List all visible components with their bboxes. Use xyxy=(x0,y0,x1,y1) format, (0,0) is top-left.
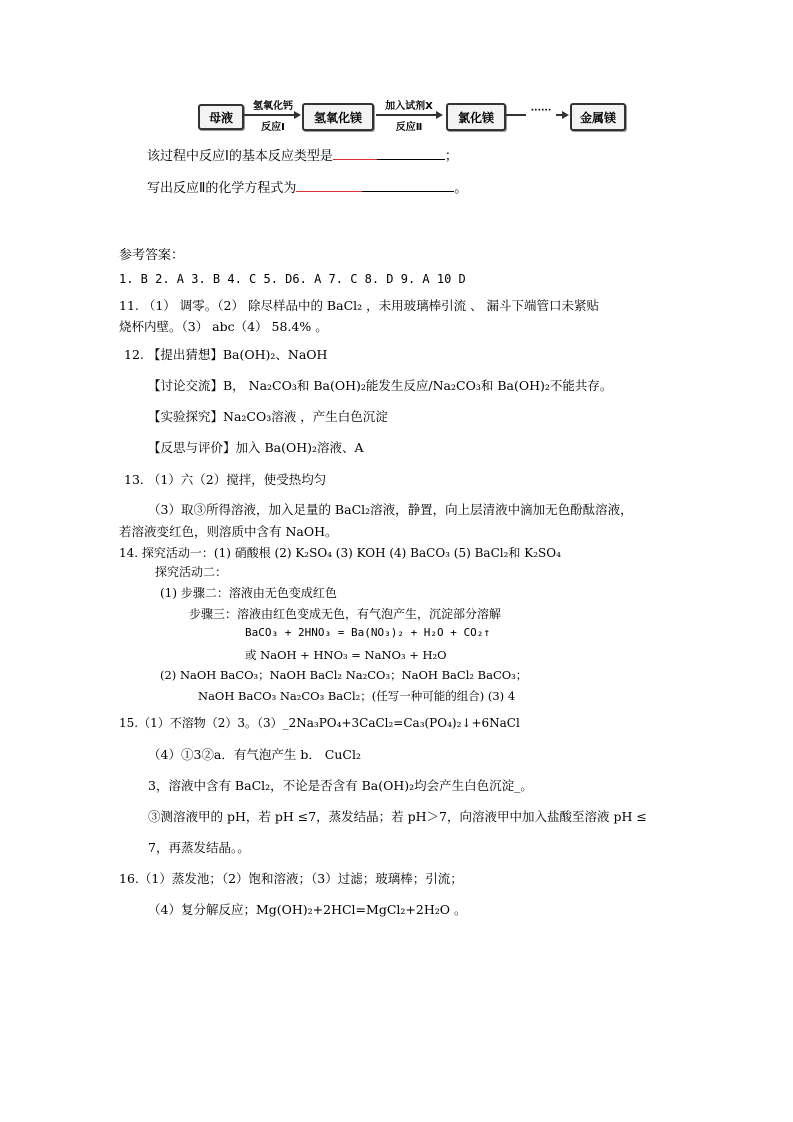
answer-14-line1: 14. 探究活动一：(1) 硝酸根 (2) K₂SO₄ (3) KOH (4) BaCO₃ (5) BaCl₂和 K₂SO₄ xyxy=(119,546,561,560)
question-1 xyxy=(147,145,458,164)
flow-arrow2 xyxy=(376,114,438,116)
answer-14-line7: (2) NaOH BaCO₃；NaOH BaCl₂ Na₂CO₃；NaOH BaCl₂ BaCO₃； xyxy=(160,668,528,682)
answers-1-10: 1. B 2. A 3. B 4. C 5. D6. A 7. C 8. D 9. A 10 D xyxy=(119,272,466,286)
answer-12-line1: 12. 【提出猜想】Ba(OH)₂、NaOH xyxy=(124,347,328,362)
question-2-end: 。 xyxy=(454,181,468,196)
answer-15-line4: ③测溶液甲的 pH，若 pH ≤7，蒸发结晶；若 pH＞7，向溶液甲中加入盐酸至溶液 pH ≤ xyxy=(148,809,647,824)
answer-12-line4: 【反思与评价】加入 Ba(OH)₂溶液、A xyxy=(148,440,364,455)
answer-16-line2: （4）复分解反应；Mg(OH)₂+2HCl=MgCl₂+2H₂O 。 xyxy=(148,902,467,917)
answer-14-line5: BaCO₃ + 2HNO₃ = Ba(NO₃)₂ + H₂O + CO₂↑ xyxy=(245,626,491,639)
answer-16-line1: 16.（1）蒸发池；（2）饱和溶液；（3）过滤；玻璃棒；引流； xyxy=(119,871,463,886)
flow-arrow3-head xyxy=(562,111,569,119)
answer-14-line2: 探究活动二： xyxy=(155,565,228,579)
answer-13-line3: 若溶液变红色，则溶质中含有 NaOH。 xyxy=(119,524,338,539)
flow-arrow1-bottom-label: 反应Ⅰ xyxy=(261,122,285,133)
flow-box-magnesium-hydroxide: 氢氧化镁 xyxy=(302,103,374,131)
answer-13-line2: （3）取③所得溶液，加入足量的 BaCl₂溶液，静置，向上层清液中滴加无色酚酞溶液， xyxy=(148,502,633,517)
answer-blank-1[interactable] xyxy=(333,158,445,160)
answer-14-line6: 或 NaOH + HNO₃ = NaNO₃ + H₂O xyxy=(245,648,447,662)
answer-15-line2: （4）①3②a．有气泡产生 b． CuCl₂ xyxy=(148,747,361,762)
question-2 xyxy=(147,177,467,196)
flow-arrow1 xyxy=(244,114,296,116)
question-1-text: 该过程中反应Ⅰ的基本反应类型是 xyxy=(147,149,333,164)
flow-arrow2-bottom-label: 反应Ⅱ xyxy=(395,122,423,133)
question-2-text: 写出反应Ⅱ的化学方程式为 xyxy=(147,181,297,196)
answer-14-line4: 步骤三：溶液由红色变成无色，有气泡产生，沉淀部分溶解 xyxy=(189,607,502,621)
flow-arrow1-top-label: 氢氧化钙 xyxy=(253,101,293,112)
answer-11-line1: 11. （1） 调零。（2） 除尽样品中的 BaCl₂ ，未用玻璃棒引流 、 漏斗下端管口未紧贴 xyxy=(119,298,600,313)
answer-14-line3: (1) 步骤二：溶液由无色变成红色 xyxy=(160,586,337,600)
flow-dots: ······ xyxy=(530,106,552,116)
answer-15-line5: 7，再蒸发结晶。。 xyxy=(148,840,250,855)
flow-arrow2-top-label: 加入试剂X xyxy=(385,101,433,112)
answer-12-line3: 【实验探究】Na₂CO₃溶液 ，产生白色沉淀 xyxy=(148,409,388,424)
answer-15-line3: 3，溶液中含有 BaCl₂，不论是否含有 Ba(OH)₂均会产生白色沉淀_。 xyxy=(148,778,533,793)
answer-12-line2: 【讨论交流】B， Na₂CO₃和 Ba(OH)₂能发生反应/Na₂CO₃和 Ba(OH)₂不能共存。 xyxy=(148,378,613,393)
answer-13-line1: 13. （1）六（2）搅拌，使受热均匀 xyxy=(124,472,327,487)
answer-11-line2: 烧杯内壁。（3） abc（4） 58.4% 。 xyxy=(119,319,328,334)
flow-box-magnesium-chloride: 氯化镁 xyxy=(446,103,506,131)
question-1-end: ； xyxy=(444,149,458,164)
flow-box-mother-liquor: 母液 xyxy=(198,104,244,130)
flow-box-metal-magnesium: 金属镁 xyxy=(570,103,626,131)
answers-heading: 参考答案： xyxy=(119,248,185,263)
answer-15-line1: 15.（1）不溶物（2）3。（3）_2Na₃PO₄+3CaCl₂=Ca₃(PO₄)₂↓+6NaCl xyxy=(119,716,520,730)
flow-arrow3-start xyxy=(506,114,526,116)
answer-blank-2[interactable] xyxy=(296,190,454,192)
answer-14-line8: NaOH BaCO₃ Na₂CO₃ BaCl₂；(任写一种可能的组合) (3) 4 xyxy=(198,689,516,703)
